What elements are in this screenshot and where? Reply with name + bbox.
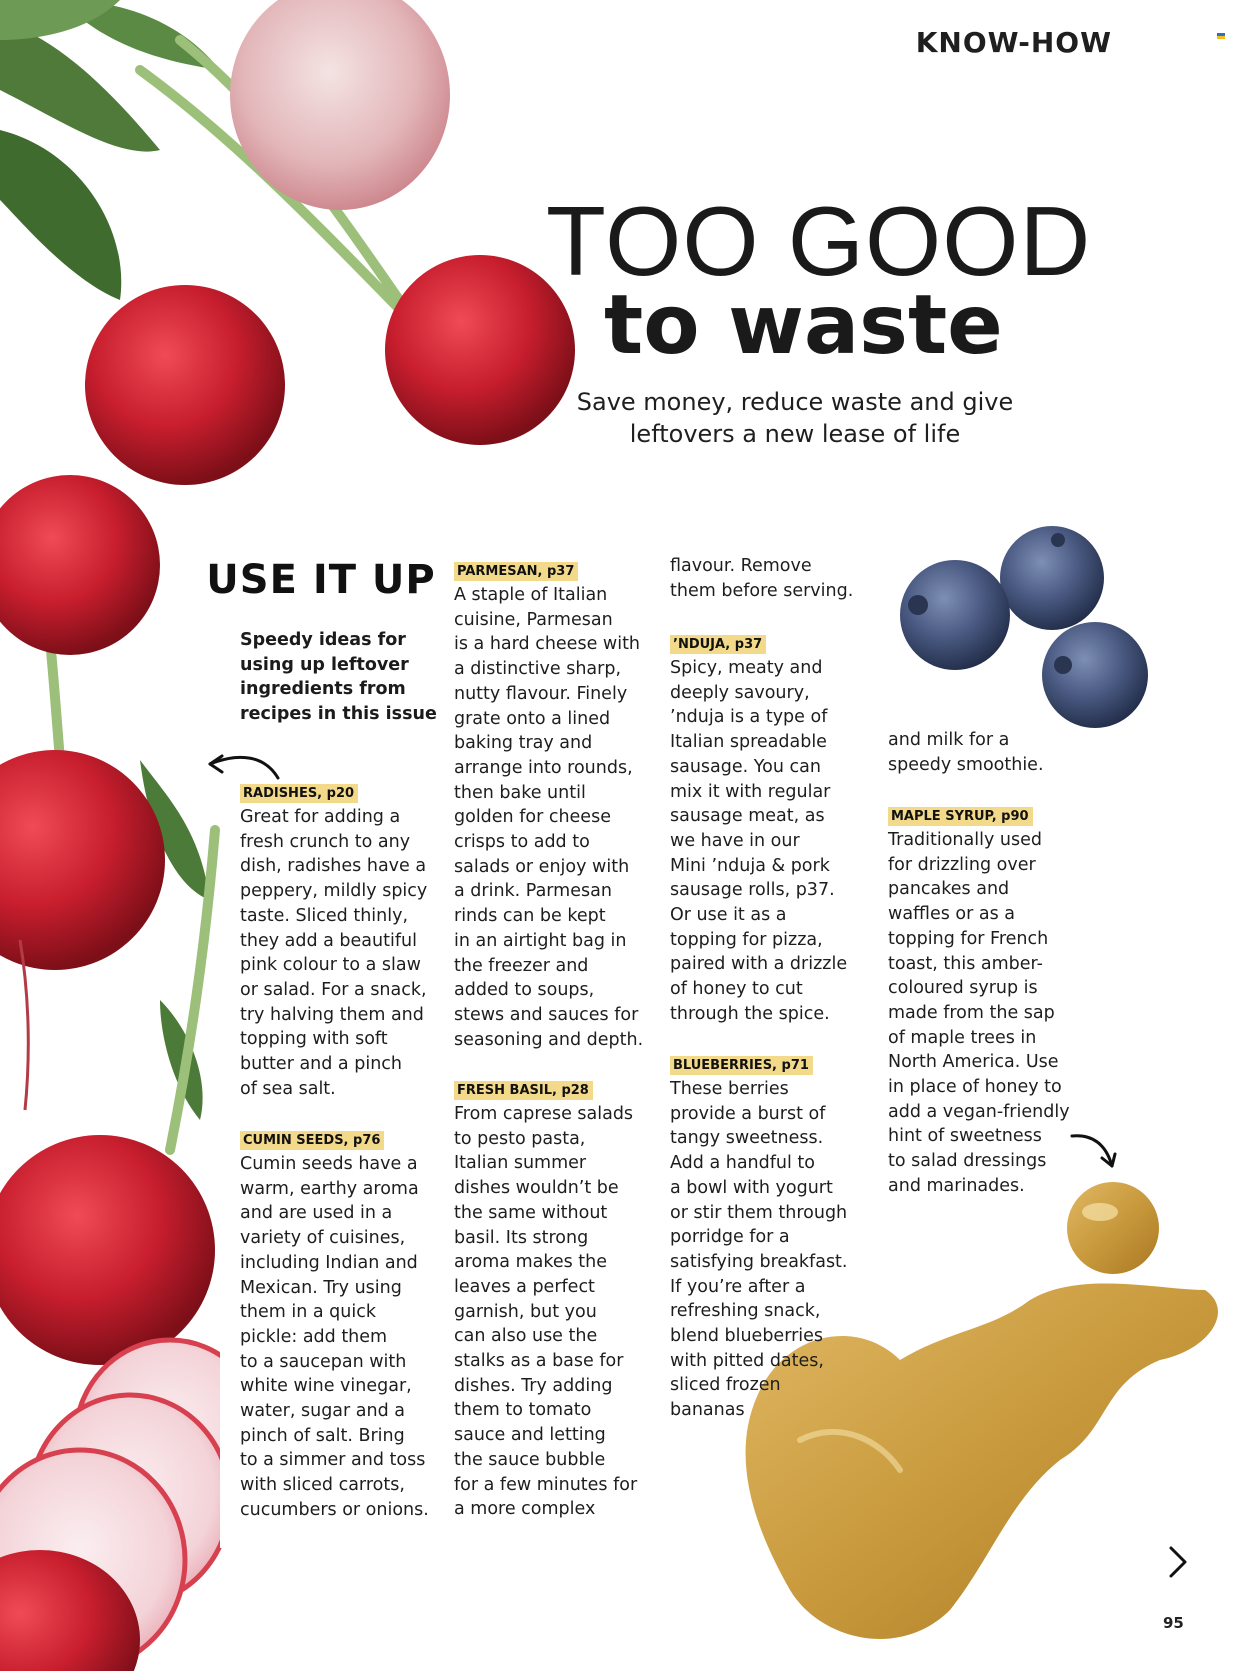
panel-heading: USE IT UP [205,552,437,608]
chevron-right-icon[interactable] [1166,1545,1190,1579]
item-heading: ’NDUJA, p37 [670,635,766,654]
radish-left [85,285,285,485]
item-heading: MAPLE SYRUP, p90 [888,807,1033,826]
item-heading: FRESH BASIL, p28 [454,1081,593,1100]
item-body: Traditionally used for drizzling over pancakes and waffles or as a topping for French toast, this amber- coloured syrup is made from the sap of maple trees in North America. Use in place of honey to add a vegan-friendly hint of sweetness to salad dressings and marinades. [888,830,1070,1196]
page-title-line-1: TOO GOOD [546,186,1092,296]
page-subtitle: Save money, reduce waste and give leftovers a new lease of life [576,388,1014,448]
item-cumin-seeds [240,1129,440,1523]
section-kicker: KNOW-HOW [915,26,1112,59]
item-body: Spicy, meaty and deeply savoury, ’nduja is a type of Italian spreadable sausage. You can mix it with regular sausage meat, as we have in our Mini ’nduja & pork sausage rolls, p37. Or use it as a topping for pizza, paired with a drizzle of honey to cut through the spice. [670,658,848,1024]
panel-intro: Speedy ideas for using up leftover ingredients from recipes in this issue [240,630,437,725]
radish-lower-left [0,750,165,970]
blueberries [900,526,1148,728]
corner-flag-icon [1217,33,1225,41]
item-heading: RADISHES, p20 [240,784,358,803]
page-number: 95 [1163,1614,1184,1632]
item-body: A staple of Italian cuisine, Parmesan is a hard cheese with a distinctive sharp, nutty flavour. Finely grate onto a lined baking tray and arrange into rounds, then bake until golden for cheese crisps to add to salads or enjoy with a drink. Parmesan rinds can be kept in an airtight bag in the freezer and added to soups, stews and sauces for seasoning and depth. [454,585,644,1050]
item-blueberries [670,1054,870,1423]
curved-arrow-down-icon [1068,1130,1120,1174]
item-body: From caprese salads to pesto pasta, Italian summer dishes wouldn’t be the same without basil. Its strong aroma makes the leaves a perfect garnish, but you can also use the stalks as a base for dishes. Try adding them to tomato sauce and letting the sauce bubble for a few minutes for a more complex [454,1104,638,1520]
item-blueberries-continued [888,728,1088,777]
item-heading: PARMESAN, p37 [454,562,578,581]
item-body: These berries provide a burst of tangy sweetness. Add a handful to a bowl with yogurt or stir them through porridge for a satisfying breakfast. If you’re after a refreshing snack, blend blueberries with pitted dates, sliced frozen bananas [670,1079,848,1421]
item-fresh-basil-continued [670,554,870,603]
radish-bottom-left [0,1135,215,1365]
page-title-line-2: to waste [604,278,1003,373]
item-body: Great for adding a fresh crunch to any dish, radishes have a peppery, mildly spicy taste. Sliced thinly, they add a beautiful pink colour to a slaw or salad. For a snack, try halving them and topping with soft butter and a pinch of sea salt. [240,807,428,1099]
item-body: flavour. Remove them before serving. [670,556,854,601]
radish-mid-left [0,475,160,655]
curved-arrow-left-icon [200,748,285,784]
item-nduja [670,633,870,1027]
item-heading: BLUEBERRIES, p71 [670,1056,813,1075]
item-parmesan [454,560,654,1052]
item-heading: CUMIN SEEDS, p76 [240,1131,384,1150]
item-fresh-basil [454,1079,654,1522]
item-body: Cumin seeds have a warm, earthy aroma and are used in a variety of cuisines, including Indian and Mexican. Try using them in a quick pickle: add them to a saucepan with white wine vinegar, water, sugar and a pinch of salt. Bring to a simmer and toss with sliced carrots, cucumbers or onions. [240,1154,429,1520]
item-body: and milk for a speedy smoothie. [888,730,1044,775]
item-radishes [240,782,440,1101]
